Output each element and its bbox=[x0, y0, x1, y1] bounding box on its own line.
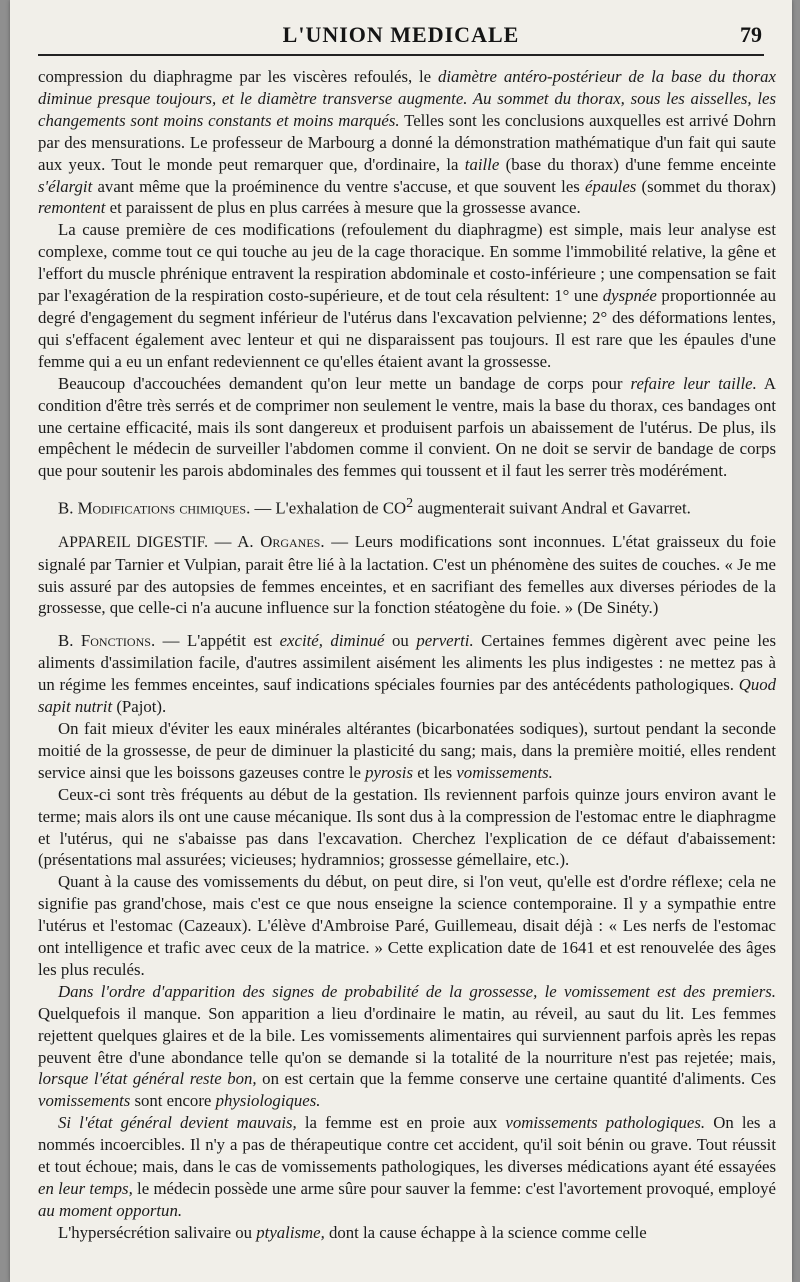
section-heading: Fonctions bbox=[80, 631, 151, 651]
text-run: dont la cause échappe à la science comme celle bbox=[324, 1222, 647, 1242]
journal-title: L'UNION MEDICALE bbox=[282, 22, 520, 47]
italic-text: dyspnée bbox=[602, 286, 657, 306]
text-run: sont encore bbox=[130, 1091, 216, 1111]
paragraph bbox=[38, 981, 776, 1112]
text-run: . — Leurs modifications sont inconnues. L'état graisseux du foie signalé par Tarnier et Vulpian, parait être lié à la lactation. C'est un phénomène des suites de couches. « Je me suis assuré par des autopsies de femmes enceintes, et en sacrifiant des femelles aux diverses périodes de la grossesse, que celle-ci n'a aucune influence sur la fonction stéatogène du foie. » (De Sinéty.) bbox=[38, 531, 776, 618]
italic-text: au moment opportun. bbox=[38, 1200, 183, 1220]
paragraph bbox=[38, 1112, 776, 1222]
section-heading: Modifications chimiques bbox=[77, 498, 247, 518]
italic-text: vomissements. bbox=[456, 762, 553, 782]
chapter-heading: APPAREIL DIGESTIF. bbox=[58, 533, 208, 551]
text-run: et les bbox=[413, 762, 457, 782]
text-run: le médecin possède une arme sûre pour sauver la femme: c'est l'avortement provoqué, employé bbox=[132, 1179, 777, 1198]
text-run: On les a nommés incoercibles. Il n'y a pas de thérapeutique contre cet accident, qu'il soit bénin ou grave. Tout réussit et tout échoue; mais, dans le cas de vomissements pathologiques, les diverses médications ayant été essayées bbox=[38, 1113, 777, 1177]
page-number: 79 bbox=[740, 22, 762, 47]
text-run: . — L'appétit est bbox=[150, 631, 280, 651]
italic-text: ptyalisme, bbox=[256, 1222, 325, 1242]
paragraph bbox=[38, 373, 776, 483]
italic-text: s'élargit bbox=[38, 176, 93, 196]
italic-text: remontent bbox=[38, 198, 106, 218]
text-run: ou bbox=[384, 631, 417, 651]
text-run: Quant à la cause des vomissements du début, on peut dire, si l'on veut, qu'elle est d'ordre réflexe; cela ne signifie pas grand'chose, mais c'est ce que nous enseigne la science contemporaine. Il y a sympathie entre l'utérus et l'estomac (Cazeaux). L'élève d'Ambroise Paré, Guillemeau, disait déjà : « Les nerfs de l'estomac ont intelligence et trafic avec ceux de la matrice. » Cette explication date de 1641 et est renouvelée des âges les plus reculés. bbox=[38, 872, 776, 979]
text-run: (Pajot). bbox=[112, 697, 167, 717]
italic-text: taille bbox=[464, 154, 500, 174]
italic-text: Quod sapit nutrit bbox=[38, 675, 776, 717]
text-run: 2 bbox=[406, 496, 414, 512]
text-run: la femme est en proie aux bbox=[296, 1113, 506, 1133]
text-run: (base du thorax) d'une femme enceinte bbox=[499, 154, 776, 174]
italic-text: diamètre antéro-postérieur de la base du thorax diminue presque toujours, et le diamètre transverse augmente. Au sommet du thorax, sous les aisselles, les changements sont moins constants et moins marqués. bbox=[38, 67, 776, 130]
text-run: . — L'exhalation de CO bbox=[246, 498, 407, 518]
italic-text: pyrosis bbox=[365, 762, 414, 782]
text-run: — A. bbox=[207, 531, 261, 551]
italic-text: vomissements pathologiques. bbox=[505, 1113, 706, 1133]
text-run: proportionnée au degré d'engagement du segment inférieur de l'utérus dans l'excavation pelvienne; 2° des déformations lentes, qui s'effacent également avec lenteur et qui ne disparaissent pas toujours. Il est rare que les épaules d'une femme qui a eu un enfant redeviennent ce qu'elles étaient avant la grossesse. bbox=[38, 286, 776, 371]
text-run: avant même que la proéminence du ventre s'accuse, et que souvent les bbox=[92, 176, 586, 196]
italic-text: Dans l'ordre d'apparition des signes de probabilité de la grossesse, le vomissement est des premiers. bbox=[58, 981, 776, 1001]
paragraph bbox=[38, 784, 776, 872]
italic-text: en leur temps, bbox=[38, 1179, 133, 1198]
text-run: Certaines femmes digèrent avec peine les aliments d'assimilation facile, d'autres assimilent aisément les aliments les plus indigestes : ne mettez pas à un régime les femmes enceintes, sauf indications spéciales fournies par des antécédents pathologiques. bbox=[38, 631, 776, 695]
italic-text: vomissements bbox=[38, 1091, 131, 1111]
running-header bbox=[38, 14, 764, 56]
text-run: et paraissent de plus en plus carrées à mesure que la grossesse avance. bbox=[105, 198, 581, 218]
text-run: compression du diaphragme par les viscères refoulés, le bbox=[38, 67, 438, 86]
paragraph bbox=[38, 493, 776, 520]
paragraph bbox=[38, 66, 776, 219]
book-page bbox=[10, 0, 792, 1282]
text-run: B. bbox=[58, 498, 78, 518]
text-run: on est certain que la femme conserve une certaine quantité d'aliments. Ces bbox=[256, 1069, 776, 1089]
text-run: Quelquefois il manque. Son apparition a lieu d'ordinaire le matin, au réveil, au saut du lit. Les femmes rejettent quelques glaires et de la bile. Les vomissements alimentaires qui surviennent parfois après les repas peuvent être d'une abondance telle qu'on se demande si la totalité de la nourriture n'est pas rejetée; mais, bbox=[38, 1003, 776, 1067]
text-run: Beaucoup d'accouchées demandent qu'on leur mette un bandage de corps pour bbox=[58, 373, 631, 393]
italic-text: épaules bbox=[585, 176, 637, 196]
italic-text: refaire leur taille. bbox=[630, 373, 757, 393]
text-run: La cause première de ces modifications (refoulement du diaphragme) est simple, mais leur analyse est complexe, comme tout ce qui touche au jeu de la cage thoracique. En somme l'immobilité relative, la gêne et l'effort du muscle phrénique entravent la respiration abdominale et costo-inférieure ; une compensation se fait par l'exagération de la respiration costo-supérieure, et de tout cela résultent: 1° une bbox=[38, 220, 776, 306]
text-run: B. bbox=[58, 631, 81, 651]
section-heading: Organes bbox=[260, 531, 321, 551]
paragraph bbox=[38, 219, 776, 372]
text-run: A condition d'être très serrés et de comprimer non seulement le ventre, mais la base du thorax, ces bandages ont une certaine efficacité, mais ils sont dangereux et produisent parfois un abaissement de l'utérus. De plus, ils empêchent le médecin de surveiller l'abdomen comme il convient. On ne doit se servir de bandage de corps que pour soutenir les parois abdominales des femmes qui toussent et il faut les serrer très modérément. bbox=[38, 373, 776, 481]
text-run: Telles sont les conclusions auxquelles est arrivé Dohrn par des mensurations. Le professeur de Marbourg a donné la démonstration mathématique d'un fait qui saute aux yeux. Tout le monde peut remarquer que, d'ordinaire, la bbox=[38, 110, 776, 174]
italic-text: excité, diminué bbox=[279, 631, 385, 651]
text-run: Ceux-ci sont très fréquents au début de la gestation. Ils reviennent parfois quinze jours environ avant le terme; mais alors ils ont une cause mécanique. Ils sont dus à la compression de l'estomac entre le diaphragme et l'utérus, qui ne s'abaisse pas dans l'excavation. Cherchez l'explication de ce défaut d'abaissement: (présentations mal assurées; vicieuses; hydramnios; grossesse gémellaire, etc.). bbox=[38, 784, 776, 870]
text-run: augmenterait suivant Andral et Gavarret. bbox=[413, 498, 691, 518]
body-text bbox=[38, 66, 776, 1244]
paragraph bbox=[38, 531, 776, 620]
text-run: On fait mieux d'éviter les eaux minérales altérantes (bicarbonatées sodiques), surtout pendant la seconde moitié de la grossesse, de peur de diminuer la plasticité du sang; mais, dans la première moitié, elles rendent service ainsi que les boissons gazeuses contre le bbox=[38, 718, 776, 782]
paragraph bbox=[38, 1222, 776, 1244]
italic-text: lorsque l'état général reste bon, bbox=[38, 1069, 257, 1089]
paragraph bbox=[38, 718, 776, 784]
italic-text: physiologiques. bbox=[215, 1091, 321, 1111]
text-run: (sommet du thorax) bbox=[636, 176, 776, 196]
italic-text: perverti. bbox=[416, 631, 474, 651]
text-run: L'hypersécrétion salivaire ou bbox=[58, 1222, 257, 1242]
paragraph bbox=[38, 871, 776, 981]
paragraph bbox=[38, 630, 776, 718]
italic-text: Si l'état général devient mauvais, bbox=[58, 1113, 297, 1133]
